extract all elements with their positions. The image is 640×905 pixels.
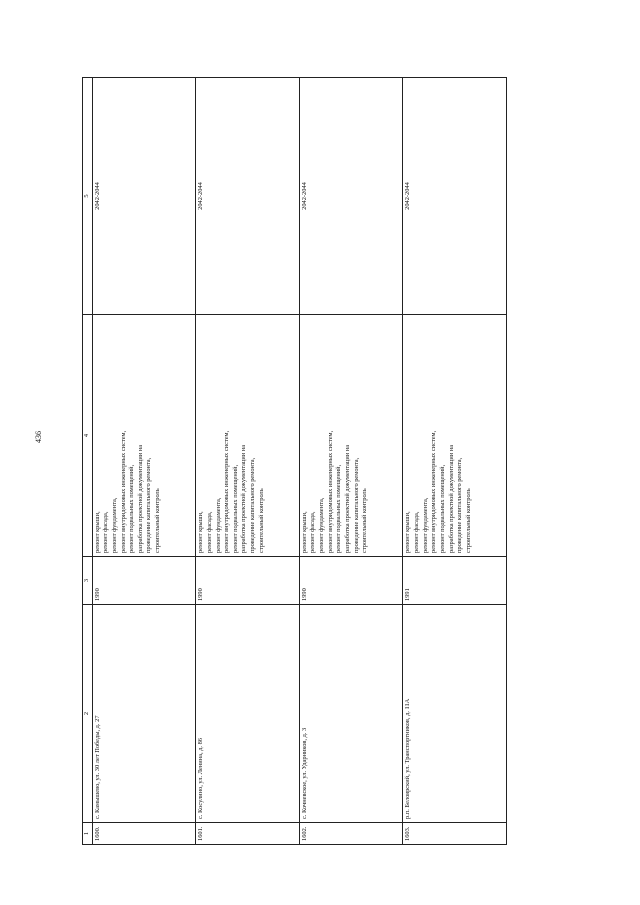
table-row xyxy=(299,78,403,845)
repair-period: 2042-2044 xyxy=(92,78,196,315)
header-col-2: 2 xyxy=(83,605,93,823)
repair-period: 2042-2044 xyxy=(196,78,300,315)
house-address: с. Косулино, ул. Ленина, д. 86 xyxy=(196,605,300,823)
work-item: ремонт фасада, xyxy=(309,511,317,553)
work-item: ремонт крыши, xyxy=(93,511,101,553)
row-number: 1600. xyxy=(92,823,196,845)
build-year: 1990 xyxy=(299,557,403,605)
table-header-row xyxy=(83,78,93,845)
work-item: ремонт фундамента, xyxy=(421,497,429,553)
repair-period: 2042-2044 xyxy=(403,78,507,315)
work-item: ремонт подвальных помещений, xyxy=(128,464,136,553)
house-address: с. Камышево, ул. 30 лет Победы, д. 27 xyxy=(92,605,196,823)
work-item: ремонт крыши, xyxy=(300,511,308,553)
work-item: строительный контроль xyxy=(257,488,265,553)
work-item: ремонт внутридомовых инженерных систем, xyxy=(326,430,334,553)
work-item: строительный контроль xyxy=(464,488,472,553)
work-item: ремонт подвальных помещений, xyxy=(335,464,343,553)
work-item: ремонт фундамента, xyxy=(110,497,118,553)
work-item: ремонт крыши, xyxy=(404,511,412,553)
build-year: 1991 xyxy=(403,557,507,605)
work-item: ремонт фундамента, xyxy=(318,497,326,553)
house-address: с. Кочневское, ул. Ударников, д. 3 xyxy=(299,605,403,823)
work-item: проведение капитального ремонта, xyxy=(145,457,153,553)
house-address: р.п. Белоярский, ул. Транспортников, д. 11А xyxy=(403,605,507,823)
build-year: 1990 xyxy=(92,557,196,605)
work-item: проведение капитального ремонта, xyxy=(456,457,464,553)
header-col-5: 5 xyxy=(83,78,93,315)
work-item: разработка проектной документации на xyxy=(240,444,248,553)
work-item: ремонт подвальных помещений, xyxy=(438,464,446,553)
header-col-3: 3 xyxy=(83,557,93,605)
work-item: разработка проектной документации на xyxy=(136,444,144,553)
page-number: 436 xyxy=(34,431,43,443)
repair-schedule-table xyxy=(82,77,507,845)
work-item: ремонт фундамента, xyxy=(214,497,222,553)
work-item: ремонт фасада, xyxy=(413,511,421,553)
works-list xyxy=(196,315,300,557)
work-item: проведение капитального ремонта, xyxy=(352,457,360,553)
row-number: 1602. xyxy=(299,823,403,845)
work-item: разработка проектной документации на xyxy=(344,444,351,553)
works-list xyxy=(92,315,196,557)
table-row xyxy=(196,78,300,845)
work-item: строительный контроль xyxy=(154,488,162,553)
works-list xyxy=(403,315,507,557)
table-row xyxy=(92,78,196,845)
work-item: ремонт внутридомовых инженерных систем, xyxy=(223,430,231,553)
work-item: ремонт подвальных помещений, xyxy=(231,464,239,553)
work-item: ремонт фасада, xyxy=(205,511,213,553)
work-item: ремонт крыши, xyxy=(197,511,205,553)
rotated-table-wrapper xyxy=(82,77,507,845)
header-col-1: 1 xyxy=(83,823,93,845)
row-number: 1601. xyxy=(196,823,300,845)
work-item: строительный контроль xyxy=(361,488,369,553)
works-list xyxy=(299,315,403,557)
repair-period: 2042-2044 xyxy=(299,78,403,315)
table-row xyxy=(403,78,507,845)
work-item: разработка проектной документации на xyxy=(447,444,455,553)
row-number: 1603. xyxy=(403,823,507,845)
work-item: ремонт внутридомовых инженерных систем, xyxy=(119,430,127,553)
work-item: ремонт внутридомовых инженерных систем, xyxy=(430,430,438,553)
build-year: 1990 xyxy=(196,557,300,605)
work-item: ремонт фасада, xyxy=(102,511,110,553)
header-col-4: 4 xyxy=(83,315,93,557)
work-item: проведение капитального ремонта, xyxy=(249,457,257,553)
